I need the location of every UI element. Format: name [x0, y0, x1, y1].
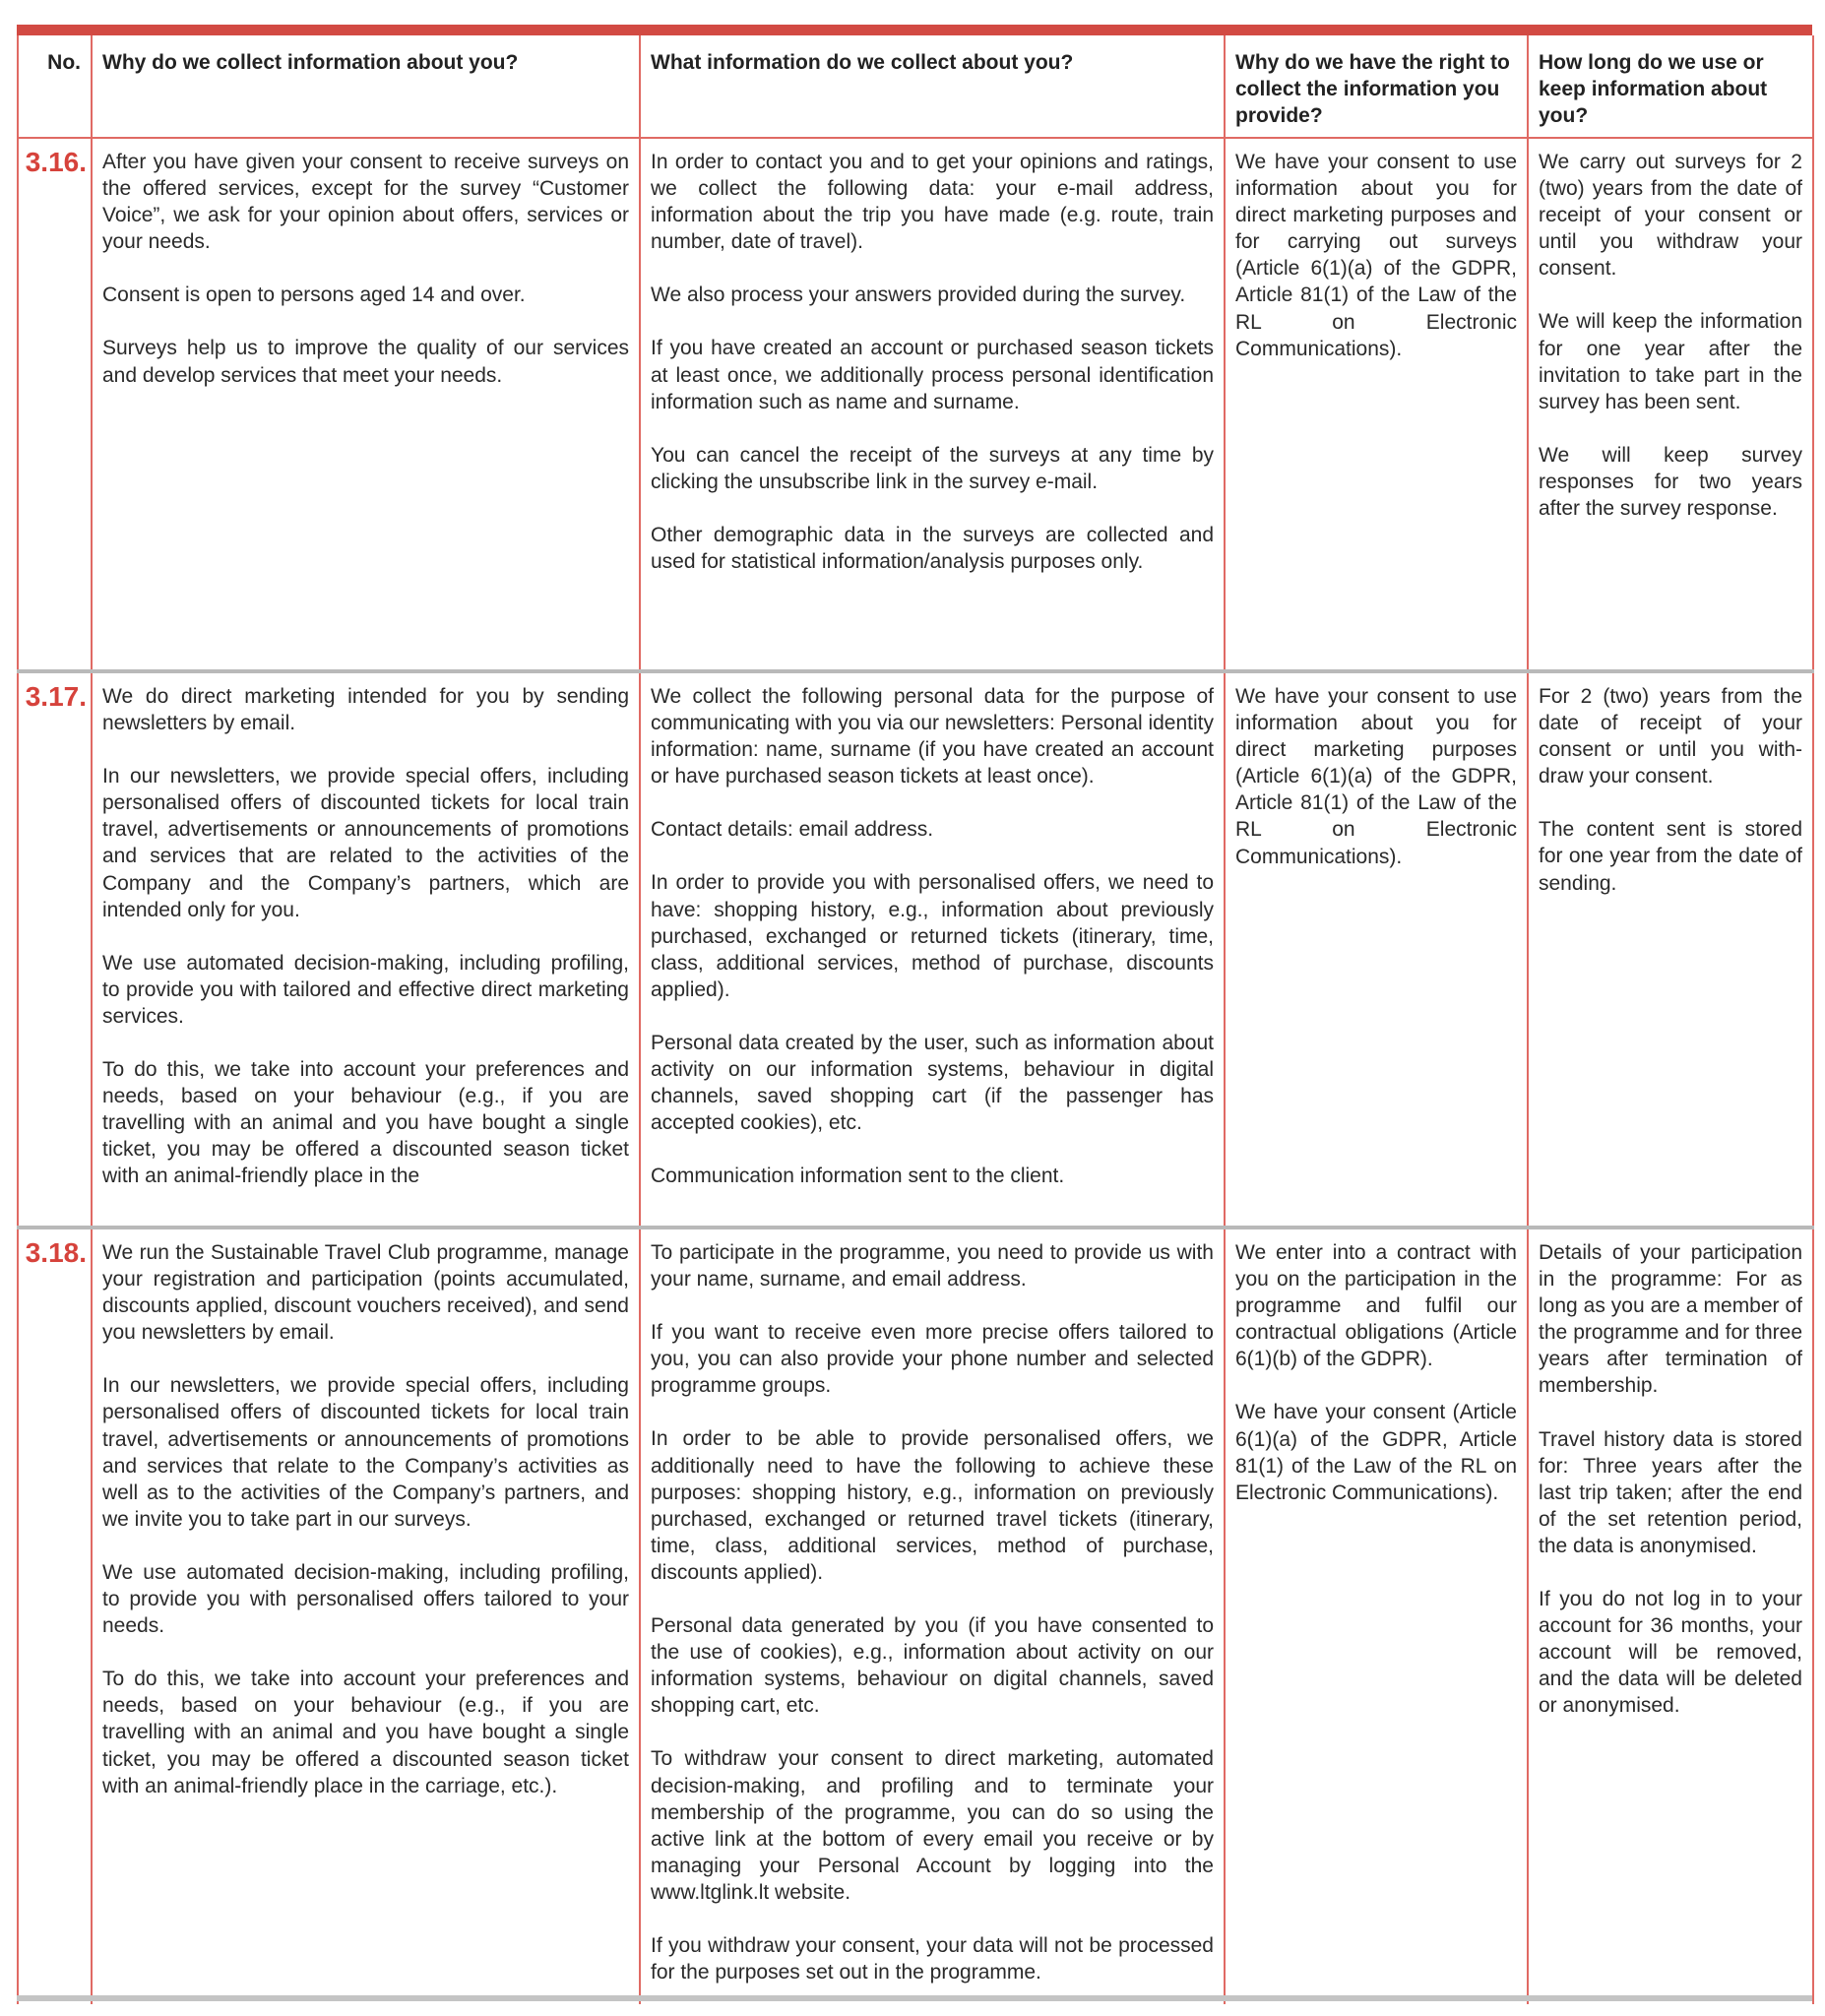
paragraph: Travel history data is stored for: Three years after the last trip taken; after the end of the set retention period, the data is anonymised.: [1539, 1427, 1802, 1557]
row-number: 3.18.: [18, 1228, 92, 2004]
table-top-accent-bar: [17, 25, 1812, 35]
paragraph: If you want to receive even more precise offers tailored to you, you can also provide your phone number and selected programme groups.: [651, 1321, 1214, 1398]
header-legal-basis: Why do we have the right to collect the information you provide?: [1225, 35, 1528, 138]
paragraph: We use automated decision-making, including profiling, to provide you with tailored and effective direct marketing services.: [102, 951, 629, 1028]
cell-retention: [1528, 1228, 1813, 2004]
paragraph: In order to contact you and to get your opinions and ratings, we collect the following data: your e-mail address, information about the trip you have made (e.g. route, train number, date of travel).: [651, 151, 1214, 254]
paragraph: We have your consent (Article 6(1)(a) of the GDPR, Article 81(1) of the Law of the RL on Electronic Communications).: [1235, 1401, 1517, 1504]
cell-why: [92, 138, 640, 671]
paragraph: To participate in the programme, you need to provide us with your name, surname, and email address.: [651, 1241, 1214, 1292]
paragraph: We will keep survey responses for two years after the survey response.: [1539, 443, 1802, 521]
paragraph: Contact details: email address.: [651, 818, 934, 842]
personal-data-table: [17, 35, 1814, 2004]
paragraph: Communication information sent to the client.: [651, 1165, 1065, 1188]
paragraph: Details of your participation in the programme: For as long as you are a member of the programme and for three years after termination of membership.: [1539, 1241, 1802, 1398]
cell-why: [92, 1228, 640, 2004]
paragraph: We do direct marketing intended for you by sending newsletters by email.: [102, 685, 629, 735]
paragraph: We have your consent to use information about you for direct marketing purposes and for carrying out surveys (Article 6(1)(a) of the GDPR, Article 81(1) of the Law of the RL on Electronic Communications).: [1235, 151, 1517, 360]
paragraph: To do this, we take into account your preferences and needs, based on your behaviour (e.g., if you are travelling with an animal and you have bought a single ticket, you may be offered a discounted season ticket with an animal-friendly place in the carriage, etc.).: [102, 1668, 629, 1797]
cell-what: [640, 1228, 1225, 2004]
paragraph: To withdraw your consent to direct marketing, automated decision-making, and profiling and to terminate your membership of the programme, you can do so using the active link at the bottom of every email you receive or by managing your Personal Account by logging into the www.ltglink.lt website.: [651, 1747, 1214, 1904]
cell-why: [92, 671, 640, 1228]
paragraph: To do this, we take into account your preferences and needs, based on your behaviour (e.g., if you are travelling with an animal and you have bought a single ticket, you may be offered a discounted season ticket with an animal-friendly place in the: [102, 1058, 629, 1188]
paragraph: For 2 (two) years from the date of receipt of your consent or until you withdraw your consent.: [1539, 685, 1802, 788]
paragraph: After you have given your consent to receive surveys on the offered services, except for the survey “Customer Voice”, we ask for your opinion about offers, services or your needs.: [102, 151, 629, 254]
cell-what: [640, 138, 1225, 671]
header-why-collect: Why do we collect information about you?: [92, 35, 640, 138]
cell-retention: [1528, 138, 1813, 671]
paragraph: Consent is open to persons aged 14 and over.: [102, 284, 526, 307]
row-number: 3.17.: [18, 671, 92, 1228]
paragraph: We enter into a contract with you on the participation in the programme and fulfil our contractual obligations (Article 6(1)(b) of the GDPR).: [1235, 1241, 1517, 1371]
paragraph: You can cancel the receipt of the surveys at any time by clicking the unsubscribe link in the survey e-mail.: [651, 443, 1214, 493]
paragraph: Personal data generated by you (if you have consented to the use of cookies), e.g., information about activity on our information systems, behaviour on digital channels, saved shopping cart, etc.: [651, 1614, 1214, 1718]
cell-what: [640, 671, 1225, 1228]
paragraph: If you have created an account or purchased season tickets at least once, we additionally process personal identification information such as name and surname.: [651, 337, 1214, 413]
table-bottom-bar: [17, 1995, 1812, 2001]
table-header-row: [18, 35, 1813, 138]
header-no: No.: [18, 35, 92, 138]
cell-basis: [1225, 671, 1528, 1228]
row-number: 3.16.: [18, 138, 92, 671]
paragraph: We also process your answers provided during the survey.: [651, 284, 1186, 307]
cell-basis: [1225, 1228, 1528, 2004]
paragraph: Other demographic data in the surveys are collected and used for statistical information/analysis purposes only.: [651, 523, 1214, 574]
paragraph: We run the Sustainable Travel Club programme, manage your registration and participation (points accumulated, discounts applied, discount vouchers received), and send you newsletters by email.: [102, 1241, 629, 1345]
header-retention: How long do we use or keep information about you?: [1528, 35, 1813, 138]
table-row: [18, 138, 1813, 671]
paragraph: Personal data created by the user, such as information about activity on our information systems, behaviour in digital channels, saved shopping cart (if the passenger has accepted cookies), etc.: [651, 1031, 1214, 1135]
paragraph: Surveys help us to improve the quality of our services and develop services that meet your needs.: [102, 337, 629, 387]
cell-basis: [1225, 138, 1528, 671]
table-row: [18, 1228, 1813, 2004]
paragraph: If you do not log in to your account for 36 months, your account will be removed, and the data will be deleted or anonymised.: [1539, 1588, 1802, 1718]
paragraph: The content sent is stored for one year from the date of sending.: [1539, 818, 1802, 895]
paragraph: In our newsletters, we provide special offers, including personalised offers of discounted tickets for local train travel, advertisements or announcements of promotions and services that are related to the activities of the Company and the Company’s partners, which are intended only for you.: [102, 765, 629, 921]
paragraph: We collect the following personal data for the purpose of communicating with you via our newsletters: Personal identity information: name, surname (if you have created an account or have purchased season tickets at least once).: [651, 685, 1214, 788]
header-what-info: What information do we collect about you?: [640, 35, 1225, 138]
table-row: [18, 671, 1813, 1228]
paragraph: In order to be able to provide personalised offers, we additionally need to have the following to achieve these purposes: shopping history, e.g., information on previously purchased, exchanged or returned travel tickets (itinerary, time, class, additional services, method of purchase, discounts applied).: [651, 1427, 1214, 1584]
paragraph: We carry out surveys for 2 (two) years from the date of receipt of your consent or until you withdraw your consent.: [1539, 151, 1802, 281]
cell-retention: [1528, 671, 1813, 1228]
paragraph: We have your consent to use information about you for direct marketing purposes (Article 6(1)(a) of the GDPR, Article 81(1) of the Law of the RL on Electronic Communications).: [1235, 685, 1517, 868]
paragraph: We use automated decision-making, including profiling, to provide you with personalised offers tailored to your needs.: [102, 1560, 629, 1638]
paragraph: We will keep the information for one year after the invitation to take part in the survey has been sent.: [1539, 310, 1802, 413]
paragraph: In order to provide you with personalised offers, we need to have: shopping history, e.g., information about previously purchased, exchanged or returned tickets (itinerary, time, class, additional services, method of purchase, discounts applied).: [651, 871, 1214, 1001]
paragraph: In our newsletters, we provide special offers, including personalised offers of discounted tickets for local train travel, advertisements or announcements of promotions and services that relate to the Company’s activities as well as to the activities of the Company’s partners, and we invite you to take part in our surveys.: [102, 1374, 629, 1531]
paragraph: If you withdraw your consent, your data will not be processed for the purposes set out in the programme.: [651, 1933, 1214, 1984]
